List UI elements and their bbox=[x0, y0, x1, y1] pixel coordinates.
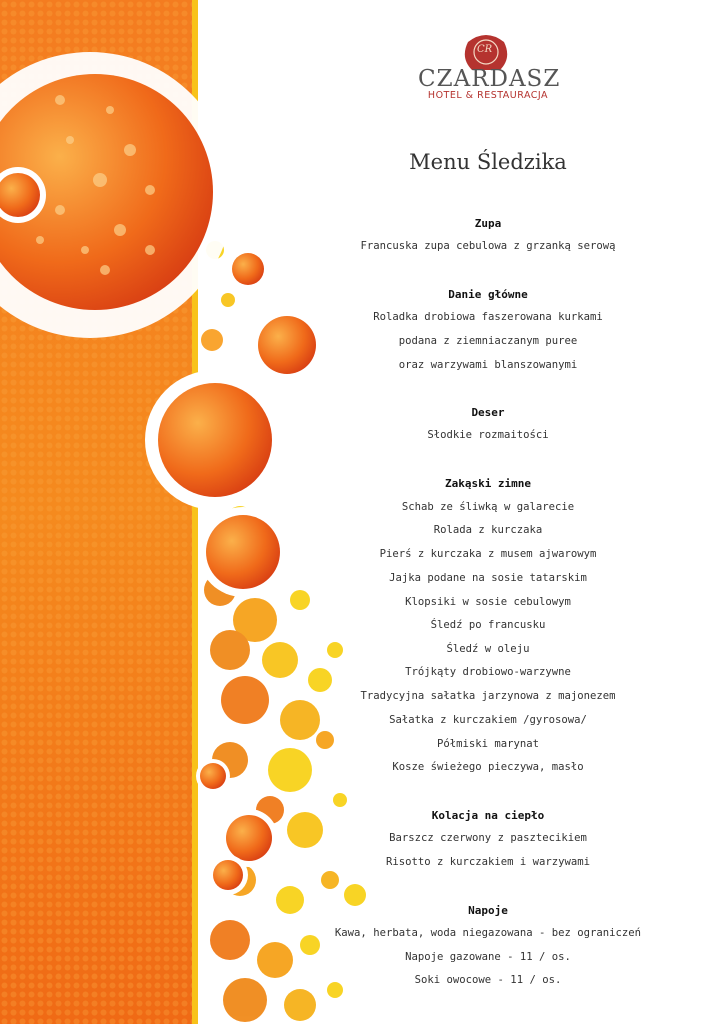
menu-item: Trójkąty drobiowo-warzywne bbox=[405, 666, 571, 678]
hotel-name: CZARDASZ bbox=[418, 66, 561, 92]
menu-item: Schab ze śliwką w galarecie bbox=[401, 501, 575, 513]
menu-item: Francuska zupa cebulowa z grzanką serową bbox=[360, 240, 616, 252]
menu-item: Roladka drobiowa faszerowana kurkami bbox=[373, 311, 603, 323]
section-heading-deser: Deser bbox=[471, 406, 505, 419]
menu-item: Risotto z kurczakiem i warzywami bbox=[385, 856, 591, 868]
menu-item: podana z ziemniaczanym puree bbox=[398, 335, 578, 347]
menu-item: Śledź po francusku bbox=[430, 619, 546, 631]
menu-item: Sałatka z kurczakiem /gyrosowa/ bbox=[389, 714, 587, 726]
section-heading-kolacja: Kolacja na ciepło bbox=[431, 809, 545, 822]
section-heading-zupa: Zupa bbox=[474, 217, 502, 230]
menu-item: oraz warzywami blanszowanymi bbox=[398, 359, 578, 371]
menu-item: Śledź w oleju bbox=[446, 643, 530, 655]
menu-item: Tradycyjna sałatka jarzynowa z majonezem bbox=[360, 690, 616, 702]
hotel-subtitle: HOTEL & RESTAURACJA bbox=[427, 90, 549, 101]
menu-title: Menu Śledzika bbox=[409, 150, 567, 174]
menu-item: Napoje gazowane - 11 / os. bbox=[405, 951, 571, 963]
menu-item: Półmiski marynat bbox=[436, 738, 540, 750]
menu-item: Barszcz czerwony z pasztecikiem bbox=[389, 832, 587, 844]
menu-item: Kawa, herbata, woda niegazowana - bez ograniczeń bbox=[334, 927, 642, 939]
menu-item: Słodkie rozmaitości bbox=[427, 429, 549, 441]
menu-item: Jajka podane na sosie tatarskim bbox=[389, 572, 587, 584]
menu-item: Rolada z kurczaka bbox=[433, 524, 543, 536]
hotel-logo bbox=[418, 30, 561, 101]
section-heading-danie-glowne: Danie główne bbox=[448, 288, 528, 301]
section-heading-zakaski-zimne: Zakąski zimne bbox=[444, 477, 532, 490]
menu-item: Klopsiki w sosie cebulowym bbox=[405, 596, 571, 608]
menu-item: Kosze świeżego pieczywa, masło bbox=[392, 761, 584, 773]
section-heading-napoje: Napoje bbox=[468, 904, 508, 917]
menu-item: Soki owocowe - 11 / os. bbox=[414, 974, 562, 986]
logo-monogram: CR bbox=[477, 44, 493, 55]
menu-item: Pierś z kurczaka z musem ajwarowym bbox=[379, 548, 597, 560]
